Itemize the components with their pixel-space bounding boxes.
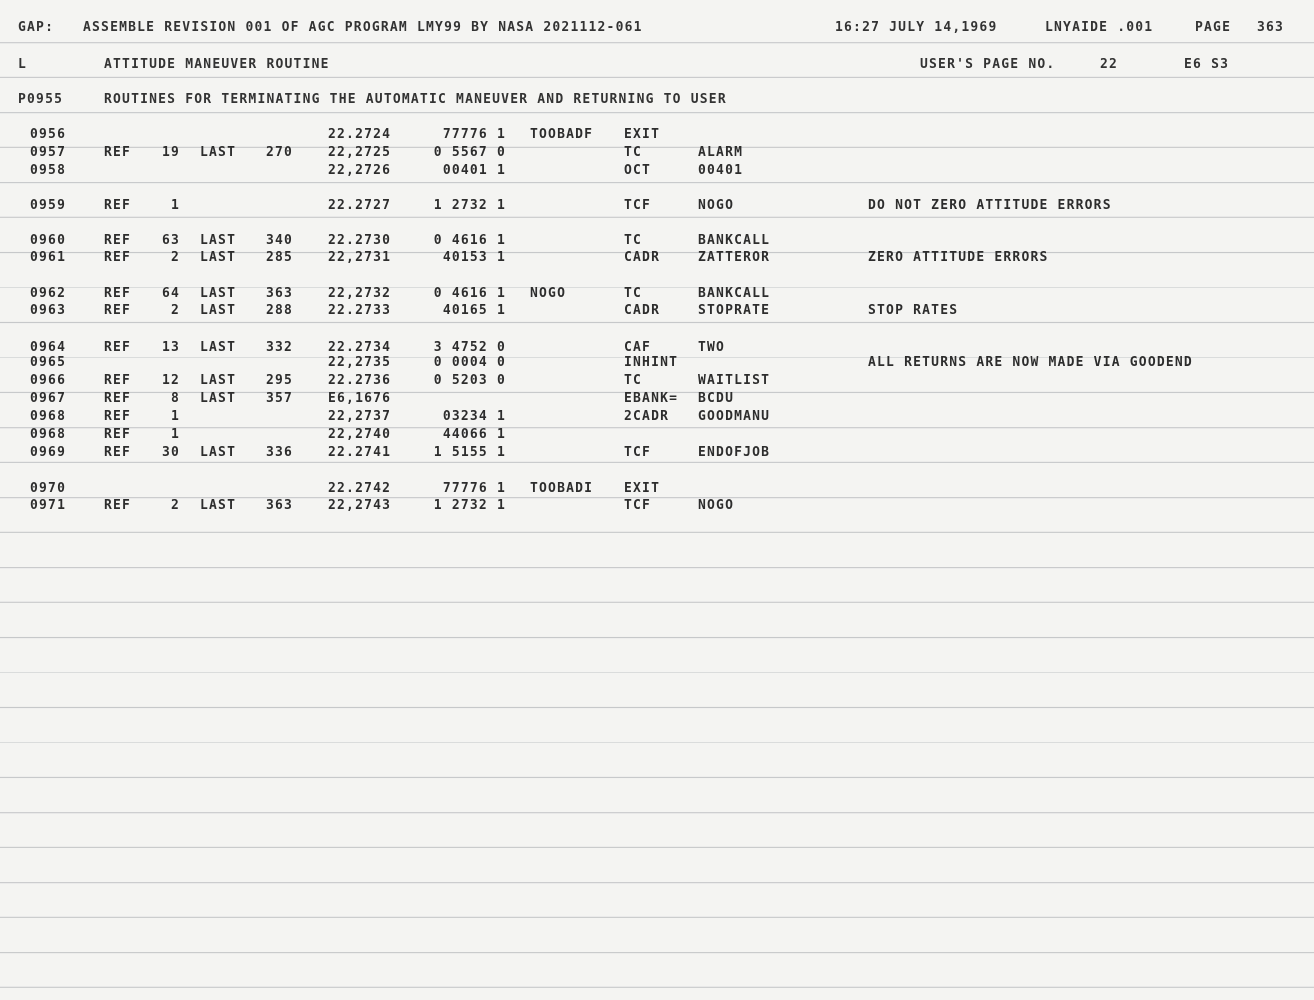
listing-row: [0, 444, 1314, 462]
listing-row: [0, 372, 1314, 390]
row-comment: DO NOT ZERO ATTITUDE ERRORS: [868, 198, 1112, 213]
row-ref: REF: [104, 498, 132, 513]
row-line: 0962: [30, 286, 67, 301]
row-addr: 22.2736: [328, 373, 392, 388]
row-ref: REF: [104, 427, 132, 442]
row-ref: REF: [104, 303, 132, 318]
print-datetime: 16:27 JULY 14,1969: [835, 20, 998, 35]
page-header: [0, 19, 1314, 37]
row-label: NOGO: [530, 286, 567, 301]
row-lastnum: 332: [266, 340, 294, 355]
row-line: 0968: [30, 427, 67, 442]
row-line: 0965: [30, 355, 67, 370]
row-refnum: 13: [161, 340, 180, 355]
row-code: 40165 1: [442, 303, 506, 318]
listing-row: [0, 302, 1314, 320]
row-op: OCT: [624, 163, 652, 178]
row-code: 40153 1: [442, 250, 506, 265]
row-label: TOOBADI: [530, 481, 594, 496]
row-code: 0 4616 1: [433, 233, 506, 248]
row-refnum: 2: [170, 250, 180, 265]
row-ref: REF: [104, 445, 132, 460]
row-op: CAF: [624, 340, 652, 355]
listing-row: [0, 480, 1314, 498]
row-refnum: 30: [161, 445, 180, 460]
row-ref: REF: [104, 373, 132, 388]
row-op: TCF: [624, 498, 652, 513]
row-line: 0971: [30, 498, 67, 513]
listing-row: [0, 144, 1314, 162]
row-op: TC: [624, 286, 643, 301]
row-code: 44066 1: [442, 427, 506, 442]
row-addr: 22,2737: [328, 409, 392, 424]
row-op: INHINT: [624, 355, 679, 370]
row-refnum: 64: [161, 286, 180, 301]
row-code: 77776 1: [442, 127, 506, 142]
row-lastnum: 288: [266, 303, 294, 318]
print-user: LNYAIDE .001: [1045, 20, 1154, 35]
page-label: PAGE: [1195, 20, 1232, 35]
listing-row: [0, 426, 1314, 444]
row-addr: 22,2725: [328, 145, 392, 160]
section-title: ROUTINES FOR TERMINATING THE AUTOMATIC MANEUVER AND RETURNING TO USER: [104, 92, 727, 107]
row-last: LAST: [200, 340, 237, 355]
listing-row: [0, 285, 1314, 303]
row-op: TC: [624, 145, 643, 160]
row-line: 0969: [30, 445, 67, 460]
row-operand: ZATTEROR: [698, 250, 771, 265]
row-op: EXIT: [624, 481, 661, 496]
row-last: LAST: [200, 250, 237, 265]
row-last: LAST: [200, 391, 237, 406]
row-addr: 22.2727: [328, 198, 392, 213]
listing-row: [0, 497, 1314, 515]
listing-row: [0, 408, 1314, 426]
row-operand: BANKCALL: [698, 233, 771, 248]
row-refnum: 2: [170, 498, 180, 513]
row-line: 0960: [30, 233, 67, 248]
row-ref: REF: [104, 340, 132, 355]
row-addr: 22,2732: [328, 286, 392, 301]
row-last: LAST: [200, 145, 237, 160]
row-operand: TWO: [698, 340, 726, 355]
row-line: 0961: [30, 250, 67, 265]
row-lastnum: 336: [266, 445, 294, 460]
row-label: TOOBADF: [530, 127, 594, 142]
row-ref: REF: [104, 233, 132, 248]
row-refnum: 1: [170, 409, 180, 424]
row-operand: STOPRATE: [698, 303, 771, 318]
row-op: TCF: [624, 198, 652, 213]
listing-row: [0, 197, 1314, 215]
row-addr: E6,1676: [328, 391, 392, 406]
row-ref: REF: [104, 409, 132, 424]
row-addr: 22.2741: [328, 445, 392, 460]
row-addr: 22.2742: [328, 481, 392, 496]
row-refnum: 8: [170, 391, 180, 406]
row-code: 1 5155 1: [433, 445, 506, 460]
row-op: EBANK=: [624, 391, 679, 406]
row-addr: 22.2734: [328, 340, 392, 355]
row-line: 0968: [30, 409, 67, 424]
row-code: 1 2732 1: [433, 498, 506, 513]
row-addr: 22.2724: [328, 127, 392, 142]
row-op: TCF: [624, 445, 652, 460]
row-operand: WAITLIST: [698, 373, 771, 388]
row-last: LAST: [200, 303, 237, 318]
row-code: 0 5567 0: [433, 145, 506, 160]
row-op: CADR: [624, 303, 661, 318]
listing-row: [0, 126, 1314, 144]
row-code: 0 4616 1: [433, 286, 506, 301]
row-lastnum: 363: [266, 286, 294, 301]
row-operand: NOGO: [698, 198, 735, 213]
row-op: TC: [624, 233, 643, 248]
row-refnum: 12: [161, 373, 180, 388]
row-code: 03234 1: [442, 409, 506, 424]
row-addr: 22,2731: [328, 250, 392, 265]
row-ref: REF: [104, 250, 132, 265]
page-number: 363: [1257, 20, 1285, 35]
row-last: LAST: [200, 373, 237, 388]
row-ref: REF: [104, 145, 132, 160]
row-line: 0966: [30, 373, 67, 388]
assemble-title: ASSEMBLE REVISION 001 OF AGC PROGRAM LMY99 BY NASA 2021112-061: [83, 20, 643, 35]
row-refnum: 19: [161, 145, 180, 160]
routine-title: ATTITUDE MANEUVER ROUTINE: [104, 57, 330, 72]
row-line: 0956: [30, 127, 67, 142]
row-line: 0964: [30, 340, 67, 355]
row-code: 00401 1: [442, 163, 506, 178]
row-last: LAST: [200, 445, 237, 460]
row-operand: 00401: [698, 163, 744, 178]
listing-row: [0, 390, 1314, 408]
row-line: 0958: [30, 163, 67, 178]
listing-row: [0, 354, 1314, 372]
row-line: 0957: [30, 145, 67, 160]
row-lastnum: 357: [266, 391, 294, 406]
row-lastnum: 363: [266, 498, 294, 513]
row-ref: REF: [104, 286, 132, 301]
row-operand: BANKCALL: [698, 286, 771, 301]
row-operand: NOGO: [698, 498, 735, 513]
row-lastnum: 285: [266, 250, 294, 265]
row-refnum: 63: [161, 233, 180, 248]
row-op: 2CADR: [624, 409, 670, 424]
row-operand: GOODMANU: [698, 409, 771, 424]
row-addr: 22,2726: [328, 163, 392, 178]
row-op: TC: [624, 373, 643, 388]
row-operand: BCDU: [698, 391, 735, 406]
row-ref: REF: [104, 198, 132, 213]
row-refnum: 2: [170, 303, 180, 318]
row-lastnum: 295: [266, 373, 294, 388]
listing-row: [0, 162, 1314, 180]
row-op: EXIT: [624, 127, 661, 142]
users-page-label: USER'S PAGE NO.: [920, 57, 1056, 72]
row-operand: ENDOFJOB: [698, 445, 771, 460]
row-ref: REF: [104, 391, 132, 406]
row-line: 0967: [30, 391, 67, 406]
row-last: LAST: [200, 286, 237, 301]
row-comment: STOP RATES: [868, 303, 959, 318]
row-line: 0959: [30, 198, 67, 213]
row-addr: 22.2730: [328, 233, 392, 248]
row-refnum: 1: [170, 427, 180, 442]
row-line: 0963: [30, 303, 67, 318]
row-line: 0970: [30, 481, 67, 496]
row-code: 77776 1: [442, 481, 506, 496]
listing-row: [0, 249, 1314, 267]
row-addr: 22,2740: [328, 427, 392, 442]
row-code: 3 4752 0: [433, 340, 506, 355]
gap-label: GAP:: [18, 20, 55, 35]
row-lastnum: 270: [266, 145, 294, 160]
row-refnum: 1: [170, 198, 180, 213]
row-code: 1 2732 1: [433, 198, 506, 213]
row-last: LAST: [200, 498, 237, 513]
row-code: 0 0004 0: [433, 355, 506, 370]
row-comment: ALL RETURNS ARE NOW MADE VIA GOODEND: [868, 355, 1193, 370]
page-marker: L: [18, 57, 28, 72]
row-lastnum: 340: [266, 233, 294, 248]
listing-row: [0, 232, 1314, 250]
row-operand: ALARM: [698, 145, 744, 160]
row-op: CADR: [624, 250, 661, 265]
section-id: P0955: [18, 92, 64, 107]
row-addr: 22,2735: [328, 355, 392, 370]
row-last: LAST: [200, 233, 237, 248]
users-page-number: 22: [1100, 57, 1119, 72]
bank-label: E6 S3: [1184, 57, 1230, 72]
row-addr: 22,2743: [328, 498, 392, 513]
row-comment: ZERO ATTITUDE ERRORS: [868, 250, 1049, 265]
row-addr: 22.2733: [328, 303, 392, 318]
section-header: [0, 91, 1314, 109]
page-subheader: [0, 56, 1314, 74]
row-code: 0 5203 0: [433, 373, 506, 388]
